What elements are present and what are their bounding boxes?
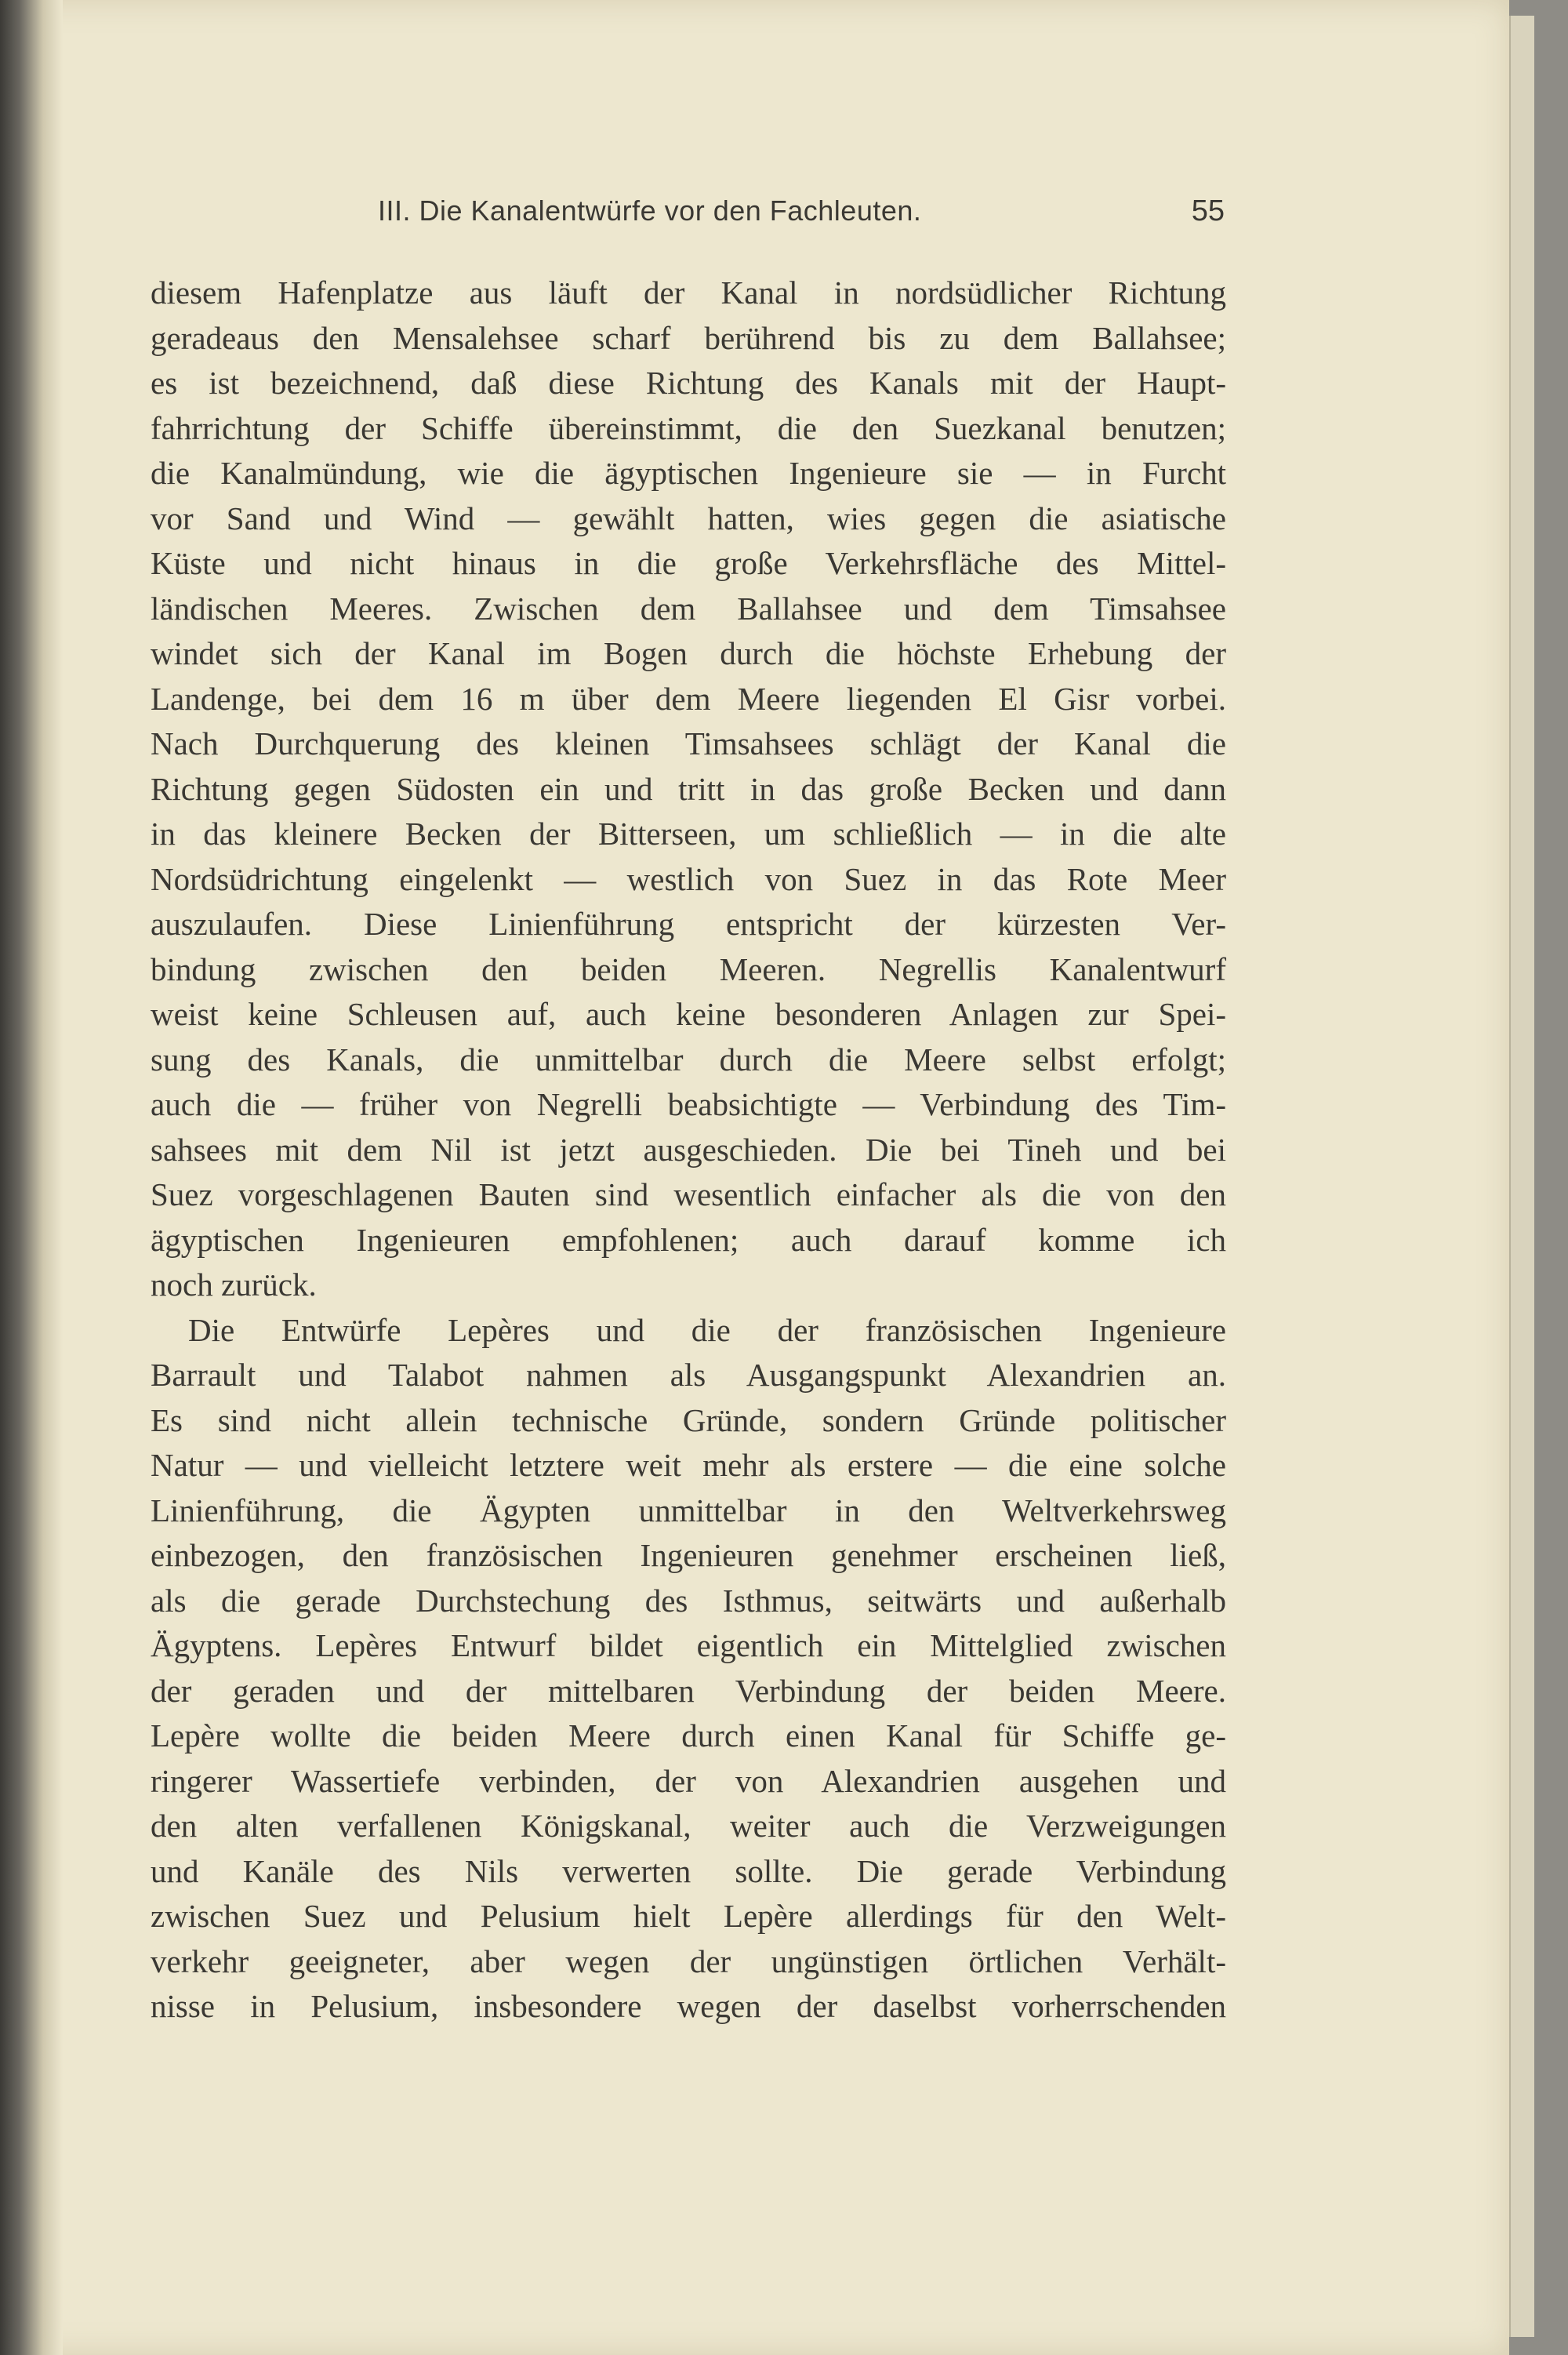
text-line: Küste und nicht hinaus in die große Verkehrsfläche des Mittel- (151, 545, 1226, 581)
text-line: windet sich der Kanal im Bogen durch die höchste Erhebung der (151, 635, 1226, 671)
page-number: 55 (1191, 194, 1225, 227)
text-line: Landenge, bei dem 16 m über dem Meere liegenden El Gisr vorbei. (151, 680, 1226, 717)
page-edge (1509, 16, 1534, 2337)
text-line: Suez vorgeschlagenen Bauten sind wesentlich einfacher als die von den (151, 1176, 1226, 1212)
text-line: ringerer Wassertiefe verbinden, der von Alexandrien ausgehen und (151, 1762, 1226, 1799)
text-line: Nach Durchquerung des kleinen Timsahsees schlägt der Kanal die (151, 725, 1226, 761)
text-line: Linienführung, die Ägypten unmittelbar in den Weltverkehrsweg (151, 1492, 1226, 1528)
text-line: den alten verfallenen Königskanal, weiter auch die Verzweigungen (151, 1808, 1226, 1844)
text-line: noch zurück. (151, 1267, 317, 1303)
text-line: als die gerade Durchstechung des Isthmus, seitwärts und außerhalb (151, 1582, 1226, 1619)
text-line: geradeaus den Mensalehsee scharf berührend bis zu dem Ballahsee; (151, 319, 1226, 356)
text-line: ägyptischen Ingenieuren empfohlenen; auch darauf komme ich (151, 1221, 1226, 1258)
text-line: sung des Kanals, die unmittelbar durch die Meere selbst erfolgt; (151, 1041, 1226, 1078)
text-line: Natur — und vielleicht letztere weit mehr als erstere — die eine solche (151, 1447, 1226, 1483)
text-line: sahsees mit dem Nil ist jetzt ausgeschieden. Die bei Tineh und bei (151, 1131, 1226, 1168)
text-line: einbezogen, den französischen Ingenieuren genehmer erscheinen ließ, (151, 1537, 1226, 1573)
text-line: auszulaufen. Diese Linienführung entspricht der kürzesten Ver- (151, 906, 1226, 942)
running-header (151, 194, 1225, 238)
text-line: Es sind nicht allein technische Gründe, sondern Gründe politischer (151, 1401, 1226, 1438)
body-text (151, 271, 1226, 2030)
text-line: diesem Hafenplatze aus läuft der Kanal in nordsüdlicher Richtung (151, 274, 1226, 311)
text-line: in das kleinere Becken der Bitterseen, um schließlich — in die alte (151, 816, 1226, 852)
text-line: bindung zwischen den beiden Meeren. Negrellis Kanalentwurf (151, 950, 1226, 987)
page-gutter-shadow (0, 0, 63, 2355)
text-line: zwischen Suez und Pelusium hielt Lepère allerdings für den Welt- (151, 1898, 1226, 1934)
text-line: Barrault und Talabot nahmen als Ausgangspunkt Alexandrien an. (151, 1357, 1226, 1393)
text-line: weist keine Schleusen auf, auch keine besonderen Anlagen zur Spei- (151, 996, 1226, 1032)
text-line: Lepère wollte die beiden Meere durch einen Kanal für Schiffe ge- (151, 1717, 1226, 1754)
text-line: es ist bezeichnend, daß diese Richtung des Kanals mit der Haupt- (151, 365, 1226, 401)
text-line: Die Entwürfe Lepères und die der französischen Ingenieure (188, 1311, 1226, 1348)
text-line: Nordsüdrichtung eingelenkt — westlich von Suez in das Rote Meer (151, 860, 1226, 897)
text-line: nisse in Pelusium, insbesondere wegen der daselbst vorherrschenden (151, 1988, 1226, 2024)
text-line: fahrrichtung der Schiffe übereinstimmt, die den Suezkanal benutzen; (151, 409, 1226, 446)
running-title: III. Die Kanalentwürfe vor den Fachleuten. (378, 194, 922, 227)
text-line: Ägyptens. Lepères Entwurf bildet eigentlich ein Mittelglied zwischen (151, 1627, 1226, 1663)
text-line: verkehr geeigneter, aber wegen der ungünstigen örtlichen Verhält- (151, 1943, 1226, 1979)
text-line: der geraden und der mittelbaren Verbindung der beiden Meere. (151, 1672, 1226, 1709)
text-line: und Kanäle des Nils verwerten sollte. Die gerade Verbindung (151, 1852, 1226, 1889)
text-line: vor Sand und Wind — gewählt hatten, wies gegen die asiatische (151, 500, 1226, 536)
text-line: ländischen Meeres. Zwischen dem Ballahsee und dem Timsahsee (151, 590, 1226, 627)
text-line: auch die — früher von Negrelli beabsichtigte — Verbindung des Tim- (151, 1086, 1226, 1122)
text-line: die Kanalmündung, wie die ägyptischen Ingenieure sie — in Furcht (151, 455, 1226, 491)
text-line: Richtung gegen Südosten ein und tritt in das große Becken und dann (151, 770, 1226, 807)
